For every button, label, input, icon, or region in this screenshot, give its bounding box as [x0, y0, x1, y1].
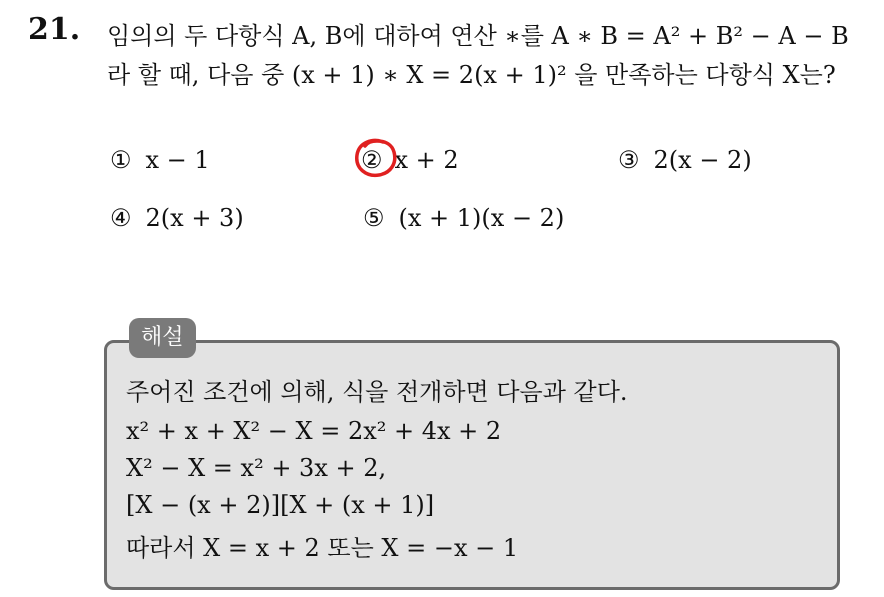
solution-line-3: X² − X = x² + 3x + 2, [126, 454, 387, 482]
choice-5-number: ⑤ [363, 204, 385, 232]
solution-line-1: 주어진 조건에 의해, 식을 전개하면 다음과 같다. [126, 378, 628, 406]
choice-4-number: ④ [110, 204, 132, 232]
choice-2-number: ② [361, 146, 383, 174]
choice-4-text: 2(x + 3) [145, 204, 244, 232]
question-number: 21. [28, 12, 81, 47]
choice-3-number: ③ [618, 146, 640, 174]
choice-2-text: x + 2 [394, 146, 459, 174]
solution-tag: 해설 [129, 318, 196, 358]
solution-line-4: [X − (x + 2)][X + (x + 1)] [126, 491, 435, 519]
choice-1[interactable] [110, 146, 210, 174]
choice-1-number: ① [110, 146, 132, 174]
question-text-line-1: 임의의 두 다항식 A, B에 대하여 연산 ∗를 A ∗ B = A² + B² − A − B [107, 22, 849, 50]
question-text-line-2: 라 할 때, 다음 중 (x + 1) ∗ X = 2(x + 1)² 을 만족하는 다항식 X는? [107, 61, 836, 89]
answer-circle-mark [353, 137, 399, 179]
choice-4[interactable] [110, 204, 244, 232]
solution-line-2: x² + x + X² − X = 2x² + 4x + 2 [126, 417, 502, 445]
choice-5-text: (x + 1)(x − 2) [398, 204, 565, 232]
choice-1-text: x − 1 [145, 146, 210, 174]
choice-3[interactable] [618, 146, 752, 174]
solution-line-5: 따라서 X = x + 2 또는 X = −x − 1 [126, 534, 519, 562]
choice-3-text: 2(x − 2) [653, 146, 752, 174]
choice-5[interactable] [363, 204, 564, 232]
